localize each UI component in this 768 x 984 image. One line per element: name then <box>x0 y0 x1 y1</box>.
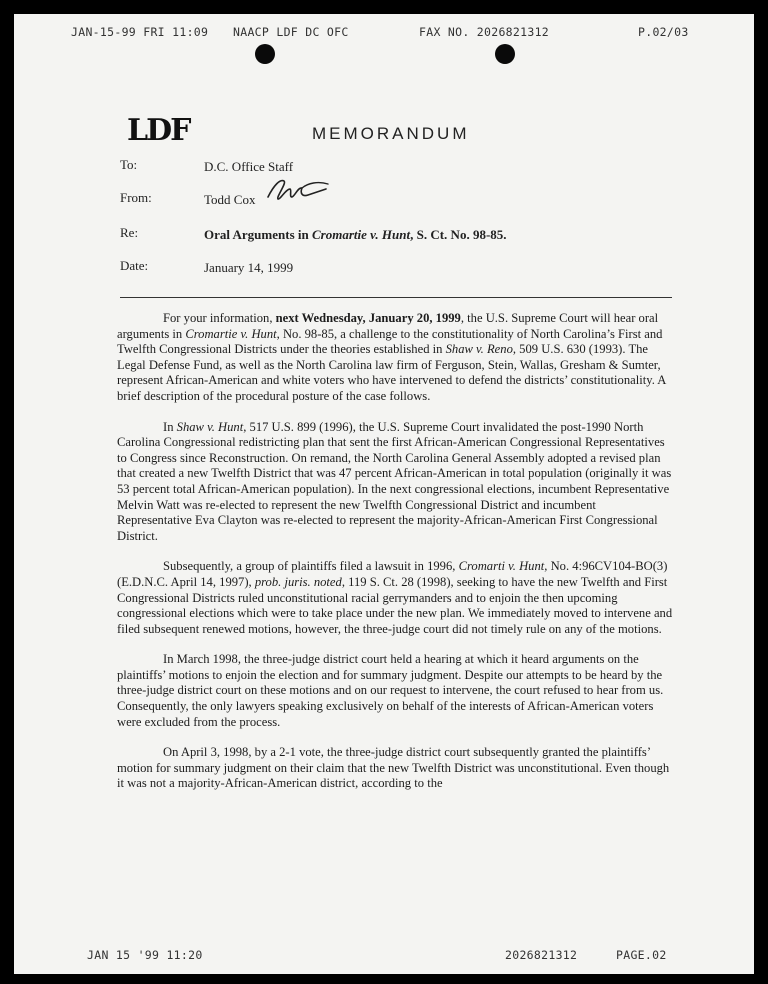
case-name: Shaw v. Reno <box>445 342 513 357</box>
re-value <box>204 227 507 243</box>
re-label: Re: <box>120 225 139 240</box>
fax-header-page: P.02/03 <box>638 25 689 39</box>
ldf-logo: LDF <box>127 113 190 148</box>
memo-title: MEMORANDUM <box>312 124 470 143</box>
fax-footer-number: 2026821312 <box>505 948 578 962</box>
re-case-name: Cromartie v. Hunt <box>311 227 411 242</box>
punch-hole-left <box>255 44 275 64</box>
paragraph-4: In March 1998, the three-judge district court held a hearing at which it heard arguments on the plaintiffs’ motions to enjoin the election and for summary judgment. Despite our attempts to be heard by the three-judge district court on these motions and on our request to intervene, the court refused to hear from us. Consequently, the only lawyers speaking exclusively on behalf of the interests of African-American voters were excluded from the process. <box>117 652 664 729</box>
fax-footer-page: PAGE.02 <box>616 948 667 962</box>
fax-footer-datetime: JAN 15 '99 11:20 <box>87 948 203 962</box>
fax-header-number: FAX NO. 2026821312 <box>419 25 550 39</box>
fax-header-sender: NAACP LDF DC OFC <box>233 25 349 39</box>
from-label: From: <box>120 190 152 205</box>
fax-page <box>14 14 754 974</box>
date-value: January 14, 1999 <box>204 260 294 275</box>
hearing-date: next Wednesday, January 20, 1999 <box>275 311 461 325</box>
from-value: Todd Cox <box>204 192 256 207</box>
header-divider <box>120 297 672 298</box>
case-name: Shaw v. Hunt <box>176 419 244 434</box>
date-label: Date: <box>120 258 149 273</box>
to-label: To: <box>120 157 138 172</box>
handwritten-initials-signature <box>262 175 334 205</box>
paragraph-2: In Shaw v. Hunt, 517 U.S. 899 (1996), the U.S. Supreme Court invalidated the post-1990 North Carolina Congressional redistricting plan that sent the first African-American Congressional Representatives to Congress since Reconstruction. On remand, the North Carolina General Assembly adopted a revised plan that created a new Twelfth District that was 47 percent African-American in total population (originally it was 53 percent total African-American population). In the next congressional elections, incumbent Representative Melvin Watt was re-elected to represent the new Twelfth Congressional District and incumbent Representative Eva Clayton was re-elected to represent the majority-African-American First Congressional District. <box>117 419 672 543</box>
paragraph-5: On April 3, 1998, by a 2-1 vote, the three-judge district court subsequently granted the plaintiffs’ motion for summary judgment on their claim that the new Twelfth District was unconstitutional. Even though it was not a majority-African-American district, according to the <box>117 745 670 791</box>
re-prefix: Oral Arguments in <box>204 227 312 242</box>
paragraph-3: Subsequently, a group of plaintiffs filed a lawsuit in 1996, Cromarti v. Hunt, No. 4:96CV104-BO(3) (E.D.N.C. April 14, 1997), prob. juris. noted, 119 S. Ct. 28 (1998), seeking to have the new Twelfth and First Congressional Districts ruled unconstitutional racial gerrymanders and to enjoin the then upcoming congressional elections which were to take place under the new plan. We immediately moved to intervene and filed subsequent renewed motions, however, the three-judge court did not timely rule on any of the motions. <box>117 559 673 636</box>
to-value: D.C. Office Staff <box>204 159 294 174</box>
fax-header-datetime: JAN-15-99 FRI 11:09 <box>71 25 209 39</box>
case-name: Cromartie v. Hunt <box>185 326 277 341</box>
paragraph-1: For your information, next Wednesday, January 20, 1999, the U.S. Supreme Court will hear oral arguments in Cromartie v. Hunt, No. 98-85, a challenge to the constitutionality of North Carolina’s First and Twelfth Congressional Districts under the theories established in Shaw v. Reno, 509 U.S. 630 (1993). The Legal Defense Fund, as well as the North Carolina law firm of Ferguson, Stein, Wallas, Gresham & Sumter, represent African-American and white voters who have intervened to defend the districts’ constitutionality. A brief description of the procedural posture of the case follows. <box>117 311 666 403</box>
re-suffix: , S. Ct. No. 98-85. <box>410 227 507 242</box>
punch-hole-right <box>495 44 515 64</box>
case-name: Cromarti v. Hunt <box>458 559 545 574</box>
memo-body <box>117 311 673 807</box>
citation-note: prob. juris. noted <box>254 574 342 589</box>
